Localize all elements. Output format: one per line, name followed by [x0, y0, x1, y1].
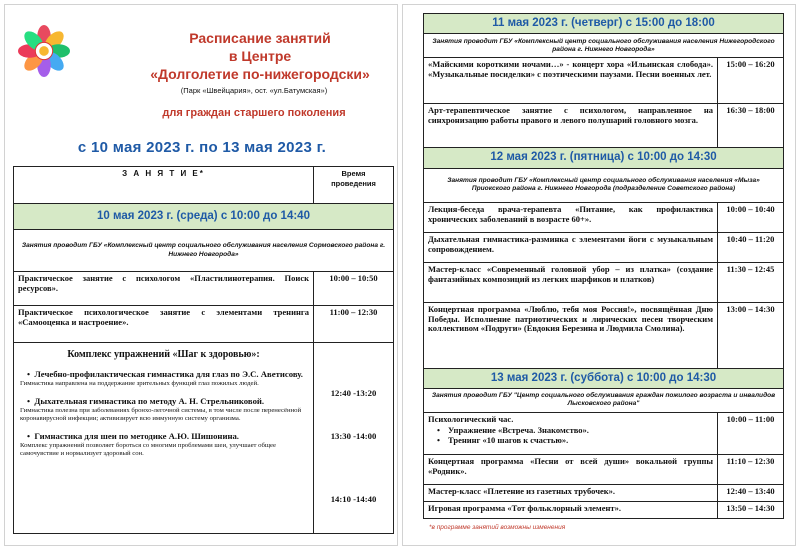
activity-title: Практическое занятие с психологом «Пластилинотерапия. Поиск ресурсов».: [14, 272, 314, 306]
activity-time: 16:30 – 18:00: [718, 104, 784, 148]
day-header-may-10: 10 мая 2023 г. (среда) с 10:00 до 14:40: [14, 204, 394, 230]
activity-title: Мастер-класс «Плетение из газетных трубочек».: [424, 484, 718, 501]
list-item: • Упражнение «Встреча. Знакомство».: [428, 426, 713, 436]
activity-time: 14:10 -14:40: [330, 494, 377, 504]
activity-title: Концертная программа «Песни от всей души» вокальной группы «Родник».: [424, 454, 718, 484]
activity-title: Практическое психологическое занятие с элементами тренинга «Самооценка и настроение».: [14, 306, 314, 343]
complex-title: Комплекс упражнений «Шаг к здоровью»:: [67, 349, 260, 360]
organizer-note: Занятия проводит ГБУ «Комплексный центр социального обслуживания населения «Мыза» Приокского района г. Нижнего Новгорода (подразделение Советского района): [424, 168, 784, 202]
exercise-name: • Дыхательная гимнастика по методу А. Н. Стрельниковой.: [27, 395, 265, 406]
activity-time: 13:00 – 14:30: [718, 302, 784, 368]
activity-time: 11:30 – 12:45: [718, 262, 784, 302]
exercise-note: Комплекс упражнений позволяет бороться со многими проблемами шеи, улучшает общее самочувствие и нормализует здоровый сон.: [20, 441, 276, 457]
footnote: *в программе занятий возможны изменения: [429, 524, 566, 531]
list-item: [18, 396, 309, 423]
activity-title: Игровая программа «Тот фольклорный элемент».: [424, 501, 718, 518]
park-location: (Парк «Швейцария», ост. «ул.Батумская»): [180, 86, 328, 95]
exercise-note: Гимнастика направлена на поддержание зрительных функций глаз пожилых людей.: [20, 379, 259, 387]
activity-title: Мастер-класс «Современный головной убор – из платка» (создание фантазийных композиций из легких шарфиков и платков): [424, 262, 718, 302]
table-row: [424, 262, 784, 302]
exercise-name: • Лечебно-профилактическая гимнастика для глаз по Э.С. Аветисову.: [27, 368, 303, 379]
activity-time: 12:40 – 13:40: [718, 484, 784, 501]
activity-time: 10:00 – 11:00: [718, 412, 784, 454]
table-row: [424, 232, 784, 262]
table-row: [424, 484, 784, 501]
schedule-page-right: [402, 4, 796, 546]
exercise-times: [314, 343, 394, 534]
day-header-may-13: 13 мая 2023 г. (суббота) с 10:00 до 14:30: [424, 368, 784, 388]
activity-time: 10:00 – 10:40: [718, 202, 784, 232]
activity-time: 13:30 -14:00: [330, 431, 377, 441]
table-row: [14, 272, 394, 306]
table-row: [424, 104, 784, 148]
activity-time: 11:10 – 12:30: [718, 454, 784, 484]
exercise-name: • Гимнастика для шеи по методике А.Ю. Шишонина.: [27, 430, 239, 441]
exercise-complex: [14, 343, 314, 534]
activity-title: «Майскими короткими ночами…» - концерт хора «Ильинская слобода». «Музыкальные посиделки» с поэтическими паузами. Песни военных лет.: [424, 58, 718, 104]
activity-title: Лекция-беседа врача-терапевта «Питание, как профилактика хронических заболеваний в возрасте 60+».: [424, 202, 718, 232]
day-header-may-11: 11 мая 2023 г. (четверг) с 15:00 до 18:00: [424, 14, 784, 34]
column-header-time: Время проведения: [314, 167, 394, 204]
activity-title: Дыхательная гимнастика-разминка с элементами йоги с музыкальным сопровождением.: [424, 232, 718, 262]
date-range: с 10 мая 2023 г. по 13 мая 2023 г.: [77, 139, 327, 156]
day-header-may-12: 12 мая 2023 г. (пятница) с 10:00 до 14:30: [424, 148, 784, 168]
organizer-note: Занятия проводит ГБУ "Центр социального обслуживания граждан пожилого возраста и инвалидов Лысковского района": [424, 388, 784, 412]
activity-title: Концертная программа «Люблю, тебя моя Россия!», посвящённая Дню Победы. Исполнение патриотических и лирических песен творческим коллективом «Подруги» (Евдокия Березина и Людмила Смолина).: [424, 302, 718, 368]
list-item: [18, 431, 309, 458]
activity-time: 10:40 – 11:20: [718, 232, 784, 262]
organizer-note: Занятия проводит ГБУ «Комплексный центр социального обслуживания населения Сормовского района г. Нижнего Новгорода»: [14, 230, 394, 272]
activity-time: 15:00 – 16:20: [718, 58, 784, 104]
schedule-table-right: [423, 13, 784, 519]
activity-time: 13:50 – 14:30: [718, 501, 784, 518]
activity-bullet-list: [428, 426, 713, 446]
table-row: [424, 202, 784, 232]
list-item: [18, 369, 309, 388]
list-item: • Тренинг «10 шагов к счастью».: [428, 436, 713, 446]
activity-title: Арт-терапевтическое занятие с психологом, направленное на синхронизацию работы правого и левого полушарий головного мозга.: [424, 104, 718, 148]
table-row: [424, 58, 784, 104]
column-header-activity: З А Н Я Т И Е*: [14, 167, 314, 204]
activity-title: Психологический час. • Упражнение «Встреча. Знакомство». • Тренинг «10 шагов к счастью».: [424, 412, 718, 454]
activity-time: 10:00 – 10:50: [314, 272, 394, 306]
schedule-table-left: [13, 166, 394, 534]
center-logo-flower-icon: [15, 25, 73, 77]
audience-line: для граждан старшего поколения: [162, 107, 346, 119]
table-row: [424, 302, 784, 368]
activity-time: 12:40 -13:20: [330, 388, 377, 398]
activity-time: 11:00 – 12:30: [314, 306, 394, 343]
table-row: [424, 412, 784, 454]
table-row: [424, 454, 784, 484]
table-row: [424, 501, 784, 518]
table-row-complex: [14, 343, 394, 534]
organizer-note: Занятия проводит ГБУ «Комплексный центр социального обслуживания населения Нижегородского района г. Нижнего Новгорода»: [424, 34, 784, 58]
exercise-note: Гимнастика полезна при заболеваниях бронхо-легочной системы, в том числе после перенесённой коронавирусной инфекции; активизирует всю иммунную систему организма.: [20, 406, 302, 422]
table-row: [14, 306, 394, 343]
schedule-page-left: [4, 4, 398, 546]
schedule-title: Расписание занятий в Центре «Долголетие по-нижегородски»: [150, 30, 370, 82]
